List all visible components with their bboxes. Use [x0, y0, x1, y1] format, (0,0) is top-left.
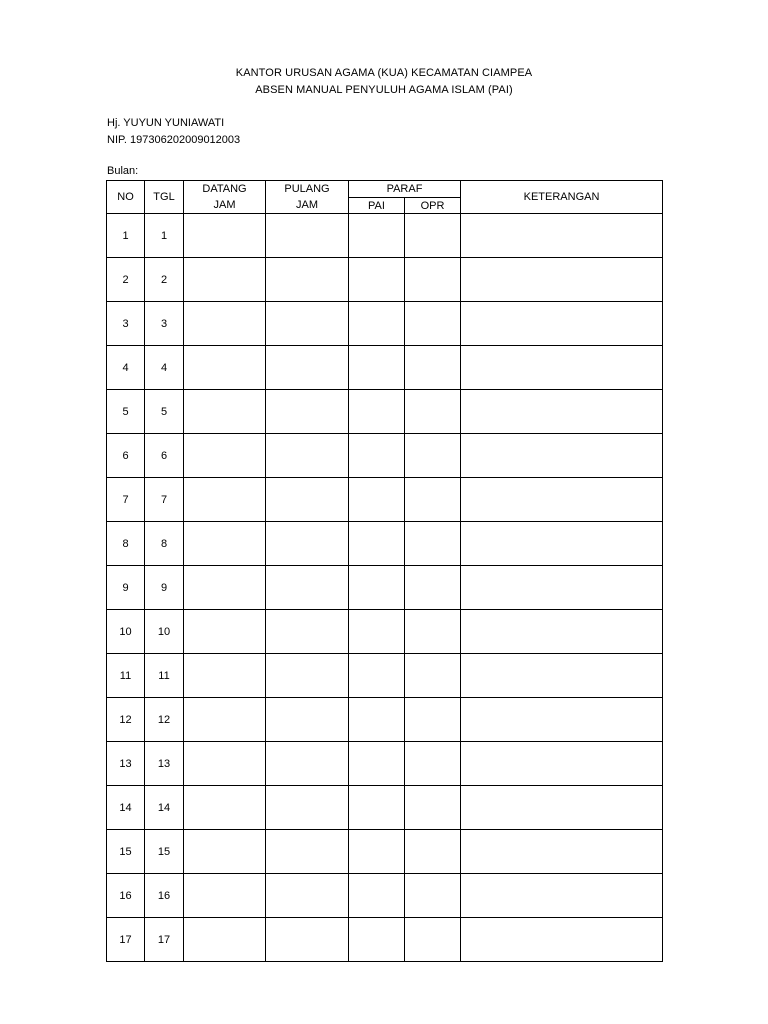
cell-paraf-opr[interactable]	[405, 302, 461, 346]
table-row	[107, 874, 663, 918]
cell-pulang-jam[interactable]	[266, 214, 349, 258]
cell-no: 17	[107, 918, 145, 962]
cell-tgl: 2	[145, 258, 184, 302]
table-row	[107, 830, 663, 874]
cell-paraf-pai[interactable]	[349, 478, 405, 522]
cell-pulang-jam[interactable]	[266, 346, 349, 390]
table-row	[107, 390, 663, 434]
table-row	[107, 742, 663, 786]
cell-paraf-pai[interactable]	[349, 654, 405, 698]
table-row	[107, 434, 663, 478]
cell-pulang-jam[interactable]	[266, 830, 349, 874]
cell-tgl: 14	[145, 786, 184, 830]
cell-datang-jam[interactable]	[184, 258, 266, 302]
cell-pulang-jam[interactable]	[266, 522, 349, 566]
cell-paraf-opr[interactable]	[405, 786, 461, 830]
cell-paraf-pai[interactable]	[349, 258, 405, 302]
cell-no: 9	[107, 566, 145, 610]
cell-tgl: 4	[145, 346, 184, 390]
cell-paraf-opr[interactable]	[405, 874, 461, 918]
cell-pulang-jam[interactable]	[266, 786, 349, 830]
cell-paraf-pai[interactable]	[349, 390, 405, 434]
cell-keterangan[interactable]	[461, 698, 663, 742]
cell-no: 8	[107, 522, 145, 566]
cell-keterangan[interactable]	[461, 346, 663, 390]
cell-datang-jam[interactable]	[184, 390, 266, 434]
header-pulang-unit: JAM	[296, 199, 318, 211]
cell-no: 4	[107, 346, 145, 390]
cell-paraf-pai[interactable]	[349, 830, 405, 874]
cell-paraf-opr[interactable]	[405, 258, 461, 302]
person-name: Hj. YUYUN YUNIAWATI	[107, 117, 225, 129]
cell-no: 16	[107, 874, 145, 918]
cell-tgl: 5	[145, 390, 184, 434]
table-row	[107, 566, 663, 610]
cell-pulang-jam[interactable]	[266, 390, 349, 434]
header-tgl: TGL	[145, 181, 184, 214]
cell-datang-jam[interactable]	[184, 478, 266, 522]
cell-paraf-pai[interactable]	[349, 302, 405, 346]
cell-tgl: 8	[145, 522, 184, 566]
cell-datang-jam[interactable]	[184, 654, 266, 698]
cell-paraf-opr[interactable]	[405, 698, 461, 742]
header-pai: PAI	[349, 198, 405, 214]
cell-keterangan[interactable]	[461, 522, 663, 566]
cell-paraf-opr[interactable]	[405, 830, 461, 874]
table-row	[107, 786, 663, 830]
table-row	[107, 258, 663, 302]
cell-paraf-opr[interactable]	[405, 214, 461, 258]
cell-keterangan[interactable]	[461, 742, 663, 786]
cell-pulang-jam[interactable]	[266, 302, 349, 346]
cell-no: 6	[107, 434, 145, 478]
cell-keterangan[interactable]	[461, 786, 663, 830]
document-title: KANTOR URUSAN AGAMA (KUA) KECAMATAN CIAMPEA	[235, 67, 533, 79]
cell-tgl: 16	[145, 874, 184, 918]
cell-paraf-pai[interactable]	[349, 214, 405, 258]
cell-pulang-jam[interactable]	[266, 258, 349, 302]
cell-keterangan[interactable]	[461, 390, 663, 434]
cell-datang-jam[interactable]	[184, 346, 266, 390]
cell-keterangan[interactable]	[461, 302, 663, 346]
cell-keterangan[interactable]	[461, 566, 663, 610]
cell-paraf-opr[interactable]	[405, 478, 461, 522]
cell-keterangan[interactable]	[461, 874, 663, 918]
cell-keterangan[interactable]	[461, 610, 663, 654]
header-opr: OPR	[405, 198, 461, 214]
cell-pulang-jam[interactable]	[266, 478, 349, 522]
attendance-table	[106, 180, 663, 962]
cell-datang-jam[interactable]	[184, 434, 266, 478]
cell-datang-jam[interactable]	[184, 610, 266, 654]
cell-no: 2	[107, 258, 145, 302]
cell-tgl: 13	[145, 742, 184, 786]
cell-paraf-opr[interactable]	[405, 522, 461, 566]
table-row	[107, 522, 663, 566]
cell-paraf-pai[interactable]	[349, 786, 405, 830]
cell-datang-jam[interactable]	[184, 566, 266, 610]
cell-paraf-opr[interactable]	[405, 610, 461, 654]
cell-tgl: 6	[145, 434, 184, 478]
cell-pulang-jam[interactable]	[266, 874, 349, 918]
cell-datang-jam[interactable]	[184, 874, 266, 918]
cell-paraf-opr[interactable]	[405, 346, 461, 390]
table-row	[107, 214, 663, 258]
cell-keterangan[interactable]	[461, 434, 663, 478]
cell-paraf-pai[interactable]	[349, 346, 405, 390]
cell-datang-jam[interactable]	[184, 522, 266, 566]
cell-paraf-pai[interactable]	[349, 874, 405, 918]
cell-pulang-jam[interactable]	[266, 610, 349, 654]
cell-paraf-opr[interactable]	[405, 654, 461, 698]
cell-pulang-jam[interactable]	[266, 566, 349, 610]
cell-pulang-jam[interactable]	[266, 742, 349, 786]
cell-tgl: 15	[145, 830, 184, 874]
cell-paraf-opr[interactable]	[405, 918, 461, 962]
header-keterangan: KETERANGAN	[461, 181, 663, 214]
cell-no: 13	[107, 742, 145, 786]
cell-keterangan[interactable]	[461, 918, 663, 962]
cell-no: 7	[107, 478, 145, 522]
cell-paraf-pai[interactable]	[349, 522, 405, 566]
cell-datang-jam[interactable]	[184, 742, 266, 786]
header-paraf: PARAF	[349, 181, 461, 198]
cell-paraf-pai[interactable]	[349, 742, 405, 786]
cell-tgl: 7	[145, 478, 184, 522]
header-datang-unit: JAM	[213, 199, 236, 211]
table-row	[107, 346, 663, 390]
cell-no: 14	[107, 786, 145, 830]
cell-keterangan[interactable]	[461, 654, 663, 698]
table-row	[107, 610, 663, 654]
cell-paraf-pai[interactable]	[349, 698, 405, 742]
cell-no: 11	[107, 654, 145, 698]
table-row	[107, 302, 663, 346]
cell-keterangan[interactable]	[461, 258, 663, 302]
cell-tgl: 12	[145, 698, 184, 742]
header-pulang: PULANG	[284, 183, 330, 195]
cell-paraf-opr[interactable]	[405, 390, 461, 434]
cell-tgl: 1	[145, 214, 184, 258]
document-subtitle: ABSEN MANUAL PENYULUH AGAMA ISLAM (PAI)	[255, 84, 513, 96]
cell-datang-jam[interactable]	[184, 302, 266, 346]
cell-keterangan[interactable]	[461, 214, 663, 258]
cell-no: 12	[107, 698, 145, 742]
header-datang-jam	[184, 181, 266, 214]
cell-tgl: 11	[145, 654, 184, 698]
cell-no: 15	[107, 830, 145, 874]
cell-tgl: 17	[145, 918, 184, 962]
cell-no: 5	[107, 390, 145, 434]
cell-no: 3	[107, 302, 145, 346]
cell-paraf-pai[interactable]	[349, 610, 405, 654]
cell-keterangan[interactable]	[461, 478, 663, 522]
cell-paraf-opr[interactable]	[405, 742, 461, 786]
attendance-table-body	[107, 214, 663, 962]
cell-datang-jam[interactable]	[184, 830, 266, 874]
cell-pulang-jam[interactable]	[266, 918, 349, 962]
cell-no: 10	[107, 610, 145, 654]
cell-paraf-pai[interactable]	[349, 566, 405, 610]
cell-datang-jam[interactable]	[184, 698, 266, 742]
cell-pulang-jam[interactable]	[266, 434, 349, 478]
cell-no: 1	[107, 214, 145, 258]
cell-datang-jam[interactable]	[184, 786, 266, 830]
cell-pulang-jam[interactable]	[266, 654, 349, 698]
person-nip: NIP. 197306202009012003	[107, 134, 241, 146]
cell-pulang-jam[interactable]	[266, 698, 349, 742]
cell-paraf-opr[interactable]	[405, 434, 461, 478]
cell-datang-jam[interactable]	[184, 214, 266, 258]
cell-datang-jam[interactable]	[184, 918, 266, 962]
header-pulang-jam	[266, 181, 349, 214]
header-datang: DATANG	[202, 183, 247, 195]
table-row	[107, 654, 663, 698]
table-row	[107, 478, 663, 522]
table-row	[107, 698, 663, 742]
cell-tgl: 3	[145, 302, 184, 346]
cell-paraf-pai[interactable]	[349, 918, 405, 962]
header-no: NO	[107, 181, 145, 214]
table-row	[107, 918, 663, 962]
cell-paraf-pai[interactable]	[349, 434, 405, 478]
cell-tgl: 9	[145, 566, 184, 610]
cell-tgl: 10	[145, 610, 184, 654]
cell-keterangan[interactable]	[461, 830, 663, 874]
bulan-label: Bulan:	[107, 165, 139, 177]
cell-paraf-opr[interactable]	[405, 566, 461, 610]
